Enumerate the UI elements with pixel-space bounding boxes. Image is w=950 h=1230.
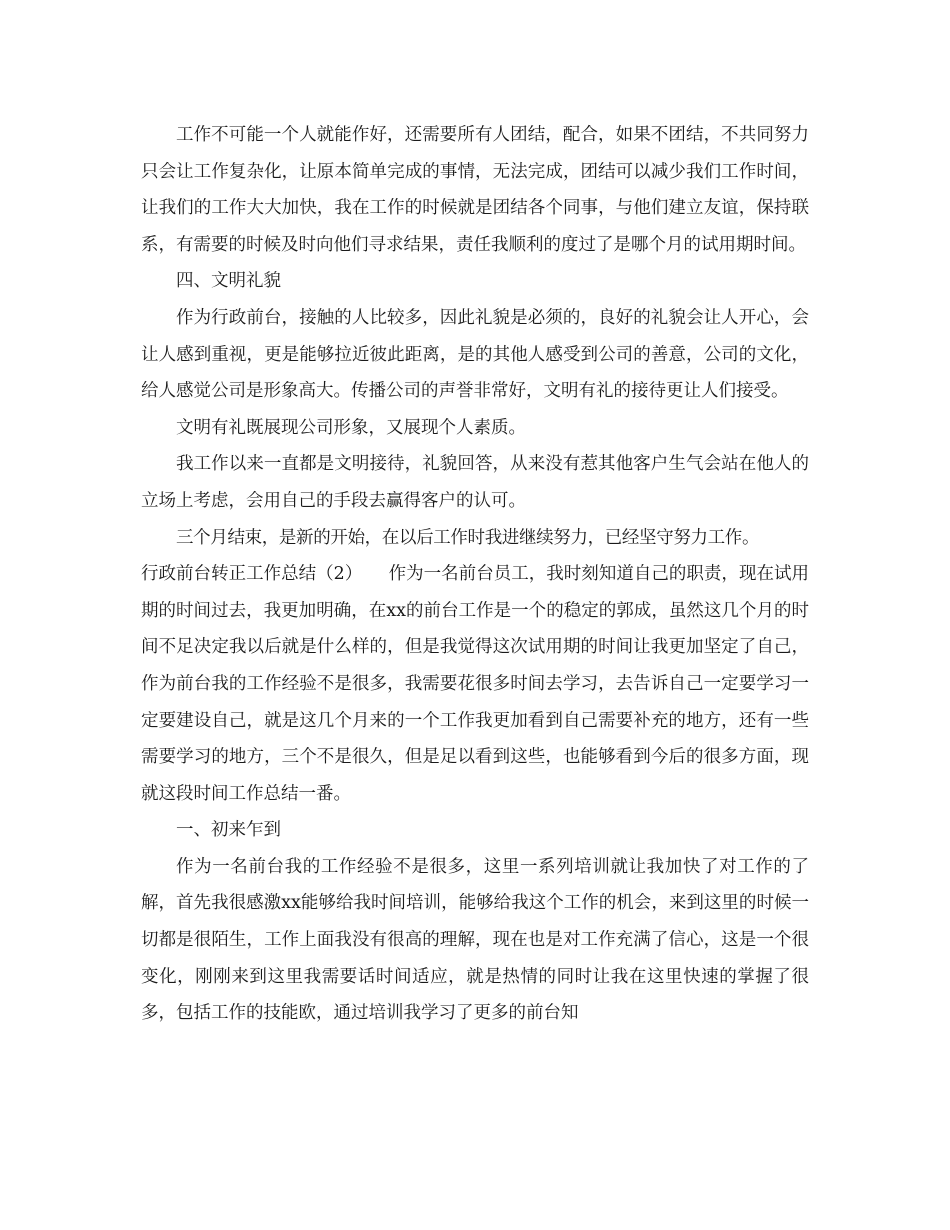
paragraph-teamwork: 工作不可能一个人就能作好，还需要所有人团结，配合，如果不团结，不共同努力只会让工作复杂化，让原本简单完成的事情，无法完成，团结可以减少我们工作时间，让我们的工作大大加快，我在工作的时候就是团结各个同事，与他们建立友谊，保持联系，有需要的时候及时向他们寻求结果，责任我顺利的度过了是哪个月的试用期时间。 <box>141 125 809 255</box>
paragraph-image: 文明有礼既展现公司形象，又展现个人素质。 <box>176 417 526 438</box>
section-heading-arrival: 一、初来乍到 <box>176 820 281 841</box>
section-heading-courtesy: 四、文明礼貌 <box>176 271 281 292</box>
paragraph-summary-2: 行政前台转正工作总结（2） 作为一名前台员工，我时刻知道自己的职责，现在试用期的时间过去，我更加明确，在xx的前台工作是一个的稳定的郭成，虽然这几个月的时间不足决定我以后就是什么样的，但是我觉得这次试用期的时间让我更加坚定了自己，作为前台我的工作经验不是很多，我需要花很多时间去学习，去告诉自己一定要学习一定要建设自己，就是这几个月来的一个工作我更加看到自己需要补充的地方，还有一些需要学习的地方，三个不是很久，但是足以看到这些，也能够看到今后的很多方面，现就这段时间工作总结一番。 <box>141 564 809 804</box>
paragraph-reception: 我工作以来一直都是文明接待，礼貌回答，从来没有惹其他客户生气会站在他人的立场上考虑，会用自己的手段去赢得客户的认可。 <box>141 454 809 511</box>
paragraph-arrival: 作为一名前台我的工作经验不是很多，这里一系列培训就让我加快了对工作的了解，首先我很感激xx能够给我时间培训，能够给我这个工作的机会，来到这里的时候一切都是很陌生，工作上面我没有很高的理解，现在也是对工作充满了信心，这是一个很变化，刚刚来到这里我需要话时间适应，就是热情的同时让我在这里快速的掌握了很多，包括工作的技能欧，通过培训我学习了更多的前台知 <box>141 856 809 1024</box>
document-body <box>141 117 809 1032</box>
paragraph-three-months: 三个月结束，是新的开始，在以后工作时我进继续努力，已经坚守努力工作。 <box>176 527 760 548</box>
paragraph-courtesy: 作为行政前台，接触的人比较多，因此礼貌是必须的，良好的礼貌会让人开心，会让人感到重视，更是能够拉近彼此距离，是的其他人感受到公司的善意，公司的文化，给人感觉公司是形象高大。传播公司的声誉非常好，文明有礼的接待更让人们接受。 <box>141 307 809 402</box>
